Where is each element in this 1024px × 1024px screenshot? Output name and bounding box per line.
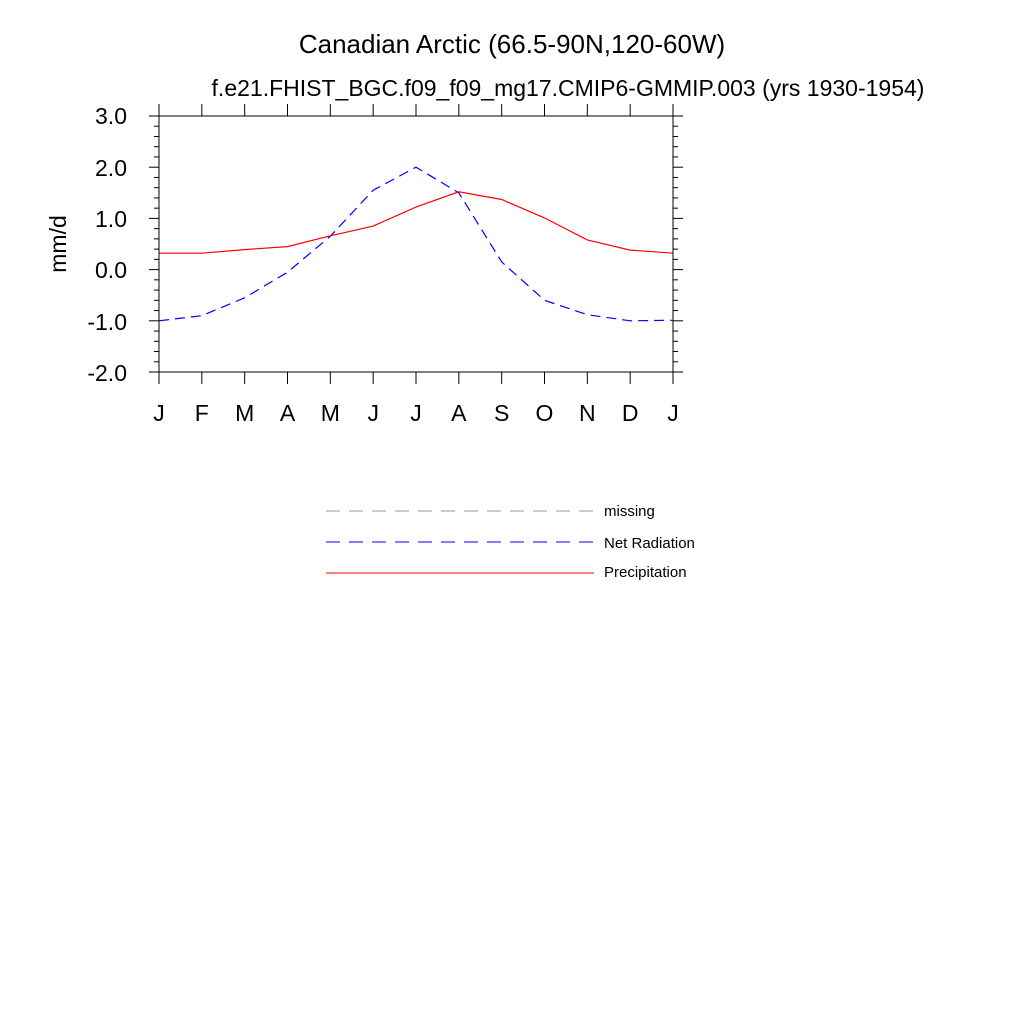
legend: [326, 503, 695, 581]
legend-label-net-radiation: Net Radiation: [604, 535, 695, 552]
series-line-net-radiation: [159, 167, 673, 321]
x-tick-label: A: [451, 400, 467, 426]
y-axis-label: mm/d: [45, 215, 71, 273]
y-tick-label: 0.0: [95, 257, 127, 283]
x-tick-label: F: [194, 400, 209, 426]
x-tick-label: N: [578, 400, 596, 426]
x-tick-label: J: [410, 400, 422, 426]
x-tick-labels: [153, 400, 679, 426]
plot-series: [159, 167, 673, 321]
y-tick-label: -1.0: [87, 309, 127, 335]
chart-title: Canadian Arctic (66.5-90N,120-60W): [298, 29, 726, 59]
legend-label-precipitation: Precipitation: [604, 564, 687, 581]
y-tick-label: 3.0: [95, 103, 127, 129]
x-tick-label: S: [494, 400, 510, 426]
series-line-precipitation: [159, 192, 673, 253]
y-tick-label: 1.0: [95, 206, 127, 232]
chart-subtitle: f.e21.FHIST_BGC.f09_f09_mg17.CMIP6-GMMIP.003 (yrs 1930-1954): [211, 75, 925, 101]
x-tick-label: J: [367, 400, 379, 426]
plot-frame: [159, 116, 673, 372]
x-tick-label: D: [621, 400, 639, 426]
legend-label-missing: missing: [604, 503, 655, 520]
x-tick-label: A: [279, 400, 296, 426]
x-tick-label: J: [153, 400, 165, 426]
y-tick-label: 2.0: [95, 155, 127, 181]
y-tick-label: -2.0: [87, 360, 127, 386]
x-tick-label: J: [667, 400, 679, 426]
x-tick-label: O: [535, 400, 554, 426]
x-tick-label: M: [320, 400, 340, 426]
y-tick-labels: [87, 103, 127, 386]
x-tick-label: M: [235, 400, 255, 426]
